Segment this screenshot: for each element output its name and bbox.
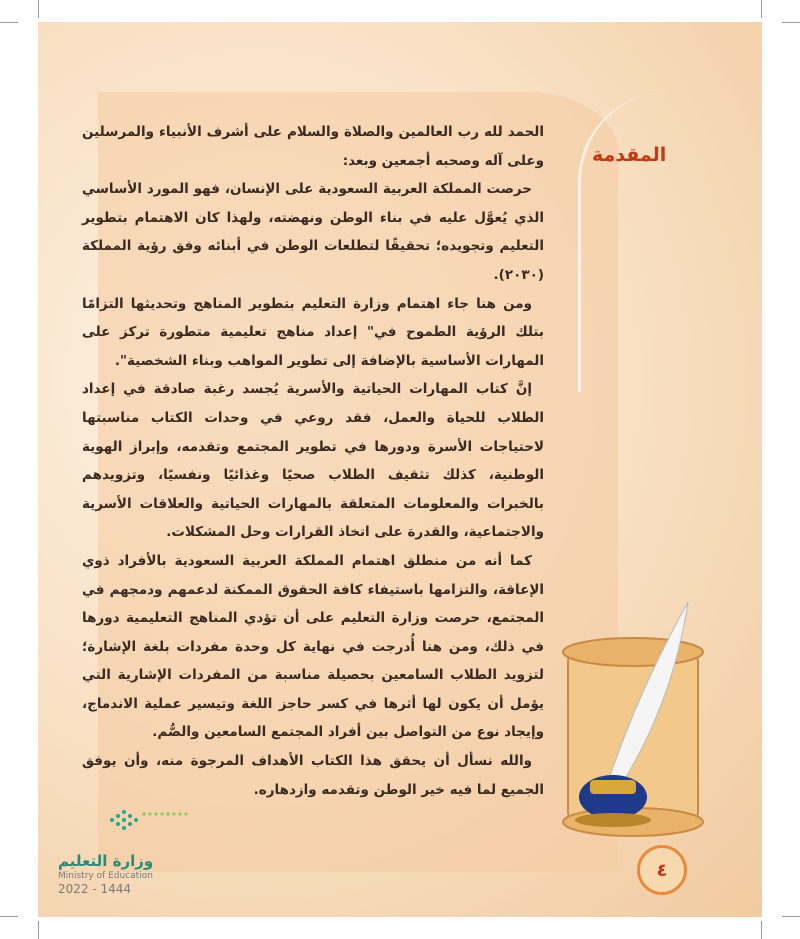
ministry-name-en: Ministry of Education (58, 871, 153, 881)
decorative-curve (578, 92, 701, 392)
paragraph: حرصت المملكة العربية السعودية على الإنسان، فهو المورد الأساسي الذي يُعوَّل عليه في بناء الوطن ونهضته، ولهذا كان الاهتمام بتطوير التعليم وتجويده؛ تحقيقًا لتطلعات الوطن في أبنائه وفق رؤية المملكة (٢٠٣٠). (82, 181, 544, 283)
crop-mark (0, 916, 18, 917)
crop-mark (38, 0, 39, 18)
crop-mark (38, 921, 39, 939)
paragraph: كما أنه من منطلق اهتمام المملكة العربية السعودية بالأفراد ذوي الإعاقة، والتزامها باستيفاء كافة الحقوق الممكنة لدعمهم ودمجهم في المجتمع، حرصت وزارة التعليم على أن تؤدي المناهج التعليمية دورها في ذلك، ومن هنا أُدرجت في نهاية كل وحدة مفردات بلغة الإشارة؛ لتزويد الطلاب السامعين بحصيلة مناسبة من المفردات الإشارية التي يؤمل أن يكون لها أثرها في كسر حاجز اللغة وتيسير عملية الاندماج، وإيجاد نوع من التواصل بين أفراد المجتمع السامعين والصُّم. (82, 552, 544, 741)
paragraph: والله نسأل أن يحقق هذا الكتاب الأهداف المرجوة منه، وأن يوفق الجميع لما فيه خير الوطن وتقدمه وازدهاره. (82, 753, 544, 798)
ministry-dot-logo (108, 808, 198, 832)
paragraph: الحمد لله رب العالمين والصلاة والسلام على أشرف الأنبياء والمرسلين وعلى آله وصحبه أجمعين وبعد: (82, 124, 544, 169)
introduction-text (82, 118, 544, 804)
crop-mark (782, 916, 800, 917)
crop-mark (761, 921, 762, 939)
edition-year: 2022 - 1444 (58, 882, 132, 896)
paragraph: ومن هنا جاء اهتمام وزارة التعليم بتطوير المناهج وتحديثها التزامًا بتلك الرؤية الطموح في" إعداد مناهج تعليمية متطورة تركز على المهارات الأساسية بالإضافة إلى تطوير المواهب وبناء الشخصية". (82, 295, 544, 369)
ministry-name-ar: وزارة التعليم (58, 852, 154, 870)
crop-mark (0, 22, 18, 23)
page-title: المقدمة (592, 144, 667, 166)
crop-mark (782, 22, 800, 23)
crop-mark (761, 0, 762, 18)
page-number: ٤ (637, 845, 687, 895)
ministry-logo (58, 852, 178, 896)
paragraph: إنَّ كتاب المهارات الحياتية والأسرية يُجسد رغبة صادقة في إعداد الطلاب للحياة والعمل، فقد روعي في وحدات الكتاب مناسبتها لاحتياجات الأسرة ودورها في تطوير المجتمع وتقدمه، وإبراز الهوية الوطنية، كذلك تثقيف الطلاب صحيًا وغذائيًا ونفسيًا، وتزويدهم بالخبرات والمعلومات المتعلقة بالمهارات الحياتية والعلاقات الأسرية والاجتماعية، والقدرة على اتخاذ القرارات وحل المشكلات. (82, 381, 544, 541)
scroll-and-quill-illustration (538, 582, 738, 862)
